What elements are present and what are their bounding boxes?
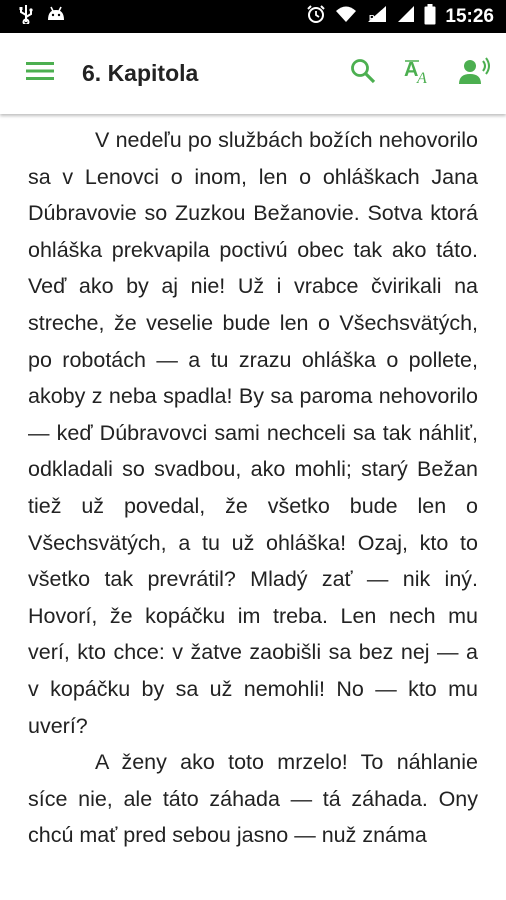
paragraph: A ženy ako toto mrzelo! To náhlanie síce nie, ale táto záhada — tá záhada. Ony chcú mať pred sebou jasno — nuž známa [28, 750, 478, 848]
chapter-text[interactable] [28, 114, 478, 900]
status-bar [0, 0, 506, 33]
battery-icon [424, 4, 436, 30]
svg-text:A: A [404, 59, 419, 81]
search-button[interactable] [346, 57, 380, 91]
paragraph: V nedeľu po službách božích nehovorilo sa v Lenovci o inom, len o ohláškach Jana Dúbravovie so Zuzkou Bežanovie. Sotva ktorá ohláška prekvapila poctivú obec tak ako táto. Veď ako by aj nie! Už i vrabce čvirikali na streche, že veselie bude len o Všechsvätých, po robotách — a tu zrazu ohláška o pollete, akoby z neba spadla! By sa paroma nehovorilo — keď Dúbravovci sami nechceli sa tak náhliť, odkladali so svadbou, ako mohli; starý Bežan tiež už povedal, že všetko bude len o Všechsvätých, a tu už ohláška! Ozaj, kto to všetko tak prevrátil? Mladý zať — nik iný. Hovorí, že kopáčku im treba. Len nech mu verí, kto chce: v žatve zaobišli sa bez nej — a v kopáčku by sa už nemohli! No — kto mu uverí? [28, 128, 478, 738]
usb-icon [18, 4, 34, 29]
search-icon [350, 58, 376, 89]
signal-r-icon [366, 5, 388, 28]
hamburger-menu-icon [26, 61, 54, 86]
page-title: 6. Kapitola [82, 60, 199, 86]
wifi-icon [335, 5, 357, 28]
text-size-icon [403, 56, 435, 91]
svg-text:A: A [417, 70, 427, 86]
app-bar [0, 33, 506, 114]
read-aloud-icon [458, 57, 492, 90]
svg-text:R: R [369, 14, 376, 23]
signal-icon [397, 5, 415, 28]
android-icon [46, 5, 66, 28]
menu-button[interactable] [20, 54, 60, 94]
read-aloud-button[interactable] [458, 57, 492, 91]
alarm-icon [306, 4, 326, 29]
text-size-button[interactable] [402, 57, 436, 91]
clock: 15:26 [445, 5, 494, 27]
